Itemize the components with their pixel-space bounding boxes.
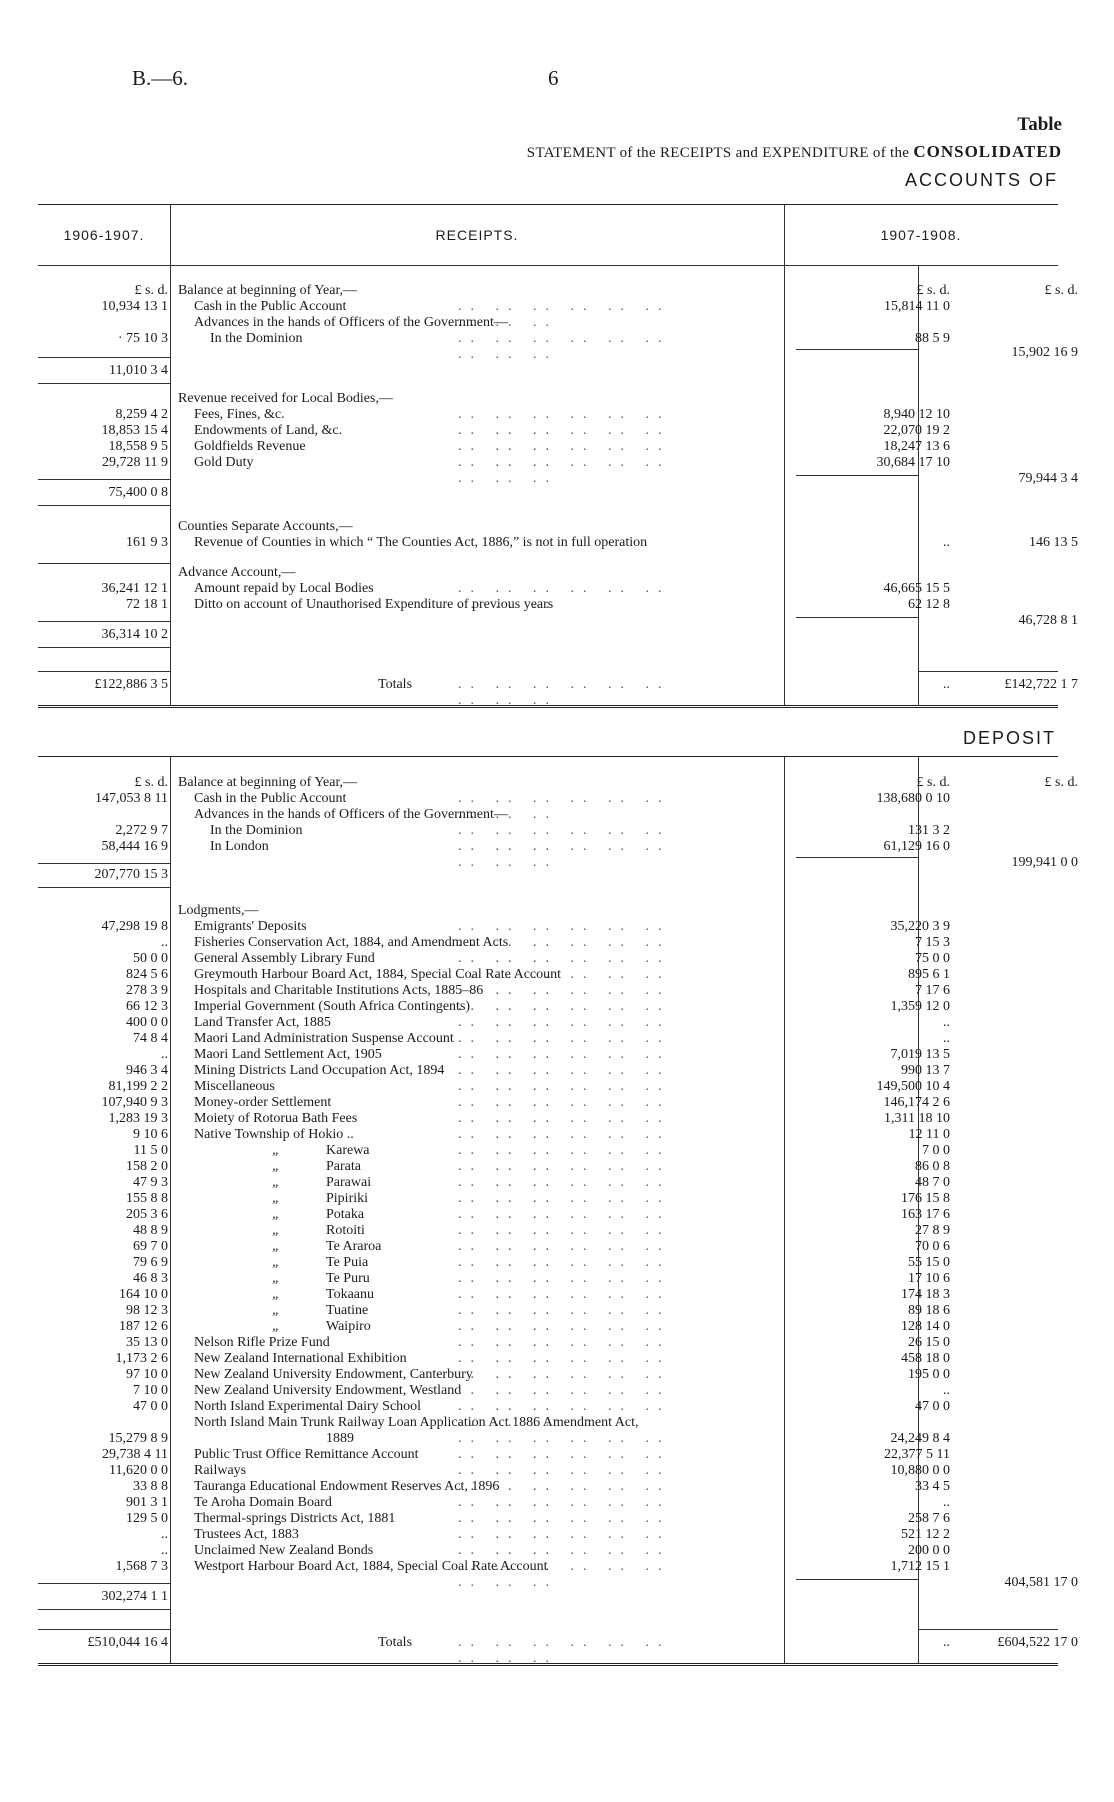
table-row: 7 10 0 New Zealand University Endowment, Westland .. .. .. — [38, 1383, 1058, 1399]
revenue-total-1908: 79,944 3 4 — [1018, 471, 1078, 486]
table-row: 36,241 12 1 Amount repaid by Local Bodies .. .. 46,665 15 5 — [38, 581, 1058, 597]
lodgment-total-1908: 404,581 17 0 — [1004, 1575, 1078, 1590]
page-number: 6 — [548, 66, 559, 90]
table-row: Advances in the hands of Officers of the Government— — [194, 807, 508, 822]
table-row: Lodgments,— — [178, 903, 259, 918]
deposit-accounts-table — [38, 756, 1078, 1666]
table-row: 35 13 0 Nelson Rifle Prize Fund .. .. 26 15 0 — [38, 1335, 1058, 1351]
table-row: 302,274 1 1 — [101, 1589, 168, 1604]
table-row: 278 3 9 Hospitals and Charitable Institutions Acts, 1885–86 .. .. 7 17 6 — [38, 983, 1058, 999]
table-row: 75,400 0 8 — [108, 485, 168, 500]
table-row: 79 6 9 „ Te Puia .. .. 55 15 0 — [38, 1255, 1058, 1271]
deposit-balance-total-1908: 199,941 0 0 — [1011, 855, 1078, 870]
table-row: .. Trustees Act, 1883 .. .. 521 12 2 — [38, 1527, 1058, 1543]
table-label: Table — [1017, 114, 1062, 135]
table-row: Advance Account,— — [178, 565, 296, 580]
balance-total-1908: 15,902 16 9 — [1011, 345, 1078, 360]
table-row: 74 8 4 Maori Land Administration Suspense Account .. .. .. — [38, 1031, 1058, 1047]
deposit-heading: DEPOSIT — [962, 728, 1056, 748]
table-row: 47 0 0 North Island Experimental Dairy School .. .. 47 0 0 — [38, 1399, 1058, 1415]
ditto-mark: „ — [272, 1303, 280, 1318]
table-row: 155 8 8 „ Pipiriki .. .. 176 15 8 — [38, 1191, 1058, 1207]
table-row: £ s. d. Balance at beginning of Year,— £ s. d. £ s. d. — [134, 283, 1078, 298]
table-row: 158 2 0 „ Parata .. .. 86 0 8 — [38, 1159, 1058, 1175]
table-row: Revenue received for Local Bodies,— — [178, 391, 393, 406]
table-row: 129 5 0 Thermal-springs Districts Act, 1881 .. .. 258 7 6 — [38, 1511, 1058, 1527]
col-header-1907: 1907-1908. — [784, 205, 1058, 266]
ditto-mark: „ — [272, 1239, 280, 1254]
table-row: 400 0 0 Land Transfer Act, 1885 .. .. .. — [38, 1015, 1058, 1031]
table-row: 15,279 8 9 1889 .. .. 24,249 8 4 — [38, 1431, 1058, 1447]
table-row: 50 0 0 General Assembly Library Fund .. .. 75 0 0 — [38, 951, 1058, 967]
table-row: 9 10 6 Native Township of Hokio .. .. .. 12 11 0 — [38, 1127, 1058, 1143]
table-row: 946 3 4 Mining Districts Land Occupation Act, 1894 .. .. 990 13 7 — [38, 1063, 1058, 1079]
table-row: 161 9 3 Revenue of Counties in which “ The Counties Act, 1886,” is not in full operation .. 146 13 5 — [126, 535, 1078, 550]
ditto-mark: „ — [272, 1319, 280, 1334]
ditto-mark: „ — [272, 1287, 280, 1302]
table-row: 1,568 7 3 Westport Harbour Board Act, 1884, Special Coal Rate Account .. .. 1,712 15 1 — [38, 1559, 1058, 1575]
table-row: 33 8 8 Tauranga Educational Endowment Reserves Act, 1896 .. .. 33 4 5 — [38, 1479, 1058, 1495]
table-row: 11 5 0 „ Karewa .. .. 7 0 0 — [38, 1143, 1058, 1159]
totals-row: £122,886 3 5 Totals .. .. .. £142,722 1 7 — [38, 677, 1058, 693]
ditto-mark: „ — [272, 1143, 280, 1158]
table-row: .. Maori Land Settlement Act, 1905 .. .. 7,019 13 5 — [38, 1047, 1058, 1063]
table-row: 98 12 3 „ Tuatine .. .. 89 18 6 — [38, 1303, 1058, 1319]
table-row: 8,259 4 2 Fees, Fines, &c. .. .. 8,940 12 10 — [38, 407, 1058, 423]
statement-title: STATEMENT of the RECEIPTS and EXPENDITURE of the CONSOLIDATED — [526, 142, 1062, 161]
table-row: 58,444 16 9 In London .. .. 61,129 16 0 — [38, 839, 1058, 855]
advance-total-1908: 46,728 8 1 — [1018, 613, 1078, 628]
table-row: 2,272 9 7 In the Dominion .. .. 131 3 2 — [38, 823, 1058, 839]
table-row: 147,053 8 11 Cash in the Public Account .. .. 138,680 0 10 — [38, 791, 1058, 807]
table-row: North Island Main Trunk Railway Loan Application Act 1886 Amendment Act, — [194, 1415, 639, 1430]
table-row: 46 8 3 „ Te Puru .. .. 17 10 6 — [38, 1271, 1058, 1287]
table-row: 97 10 0 New Zealand University Endowment, Canterbury .. .. 195 0 0 — [38, 1367, 1058, 1383]
table-row: 901 3 1 Te Aroha Domain Board .. .. .. — [38, 1495, 1058, 1511]
table-row: 187 12 6 „ Waipiro .. .. 128 14 0 — [38, 1319, 1058, 1335]
table-row: 72 18 1 Ditto on account of Unauthorised Expenditure of previous years 62 12 8 — [126, 597, 950, 612]
table-row: 29,728 11 9 Gold Duty .. .. 30,684 17 10 — [38, 455, 1058, 471]
table-row: 107,940 9 3 Money-order Settlement .. .. 146,174 2 6 — [38, 1095, 1058, 1111]
col-header-1906: 1906-1907. — [38, 205, 170, 266]
table-row: 205 3 6 „ Potaka .. .. 163 17 6 — [38, 1207, 1058, 1223]
ditto-mark: „ — [272, 1159, 280, 1174]
table-row: 36,314 10 2 — [101, 627, 168, 642]
table-row: 18,558 9 5 Goldfields Revenue .. .. 18,247 13 6 — [38, 439, 1058, 455]
table-row: 29,738 4 11 Public Trust Office Remittance Account .. .. 22,377 5 11 — [38, 1447, 1058, 1463]
table-row: 47 9 3 „ Parawai .. .. 48 7 0 — [38, 1175, 1058, 1191]
table-row: .. Unclaimed New Zealand Bonds .. .. 200 0 0 — [38, 1543, 1058, 1559]
col-header-receipts: RECEIPTS. — [170, 205, 784, 266]
totals-row: £510,044 16 4 Totals .. .. .. £604,522 17 0 — [38, 1635, 1058, 1651]
ditto-mark: „ — [272, 1271, 280, 1286]
document-reference: B.—6. — [132, 66, 189, 90]
table-row: 66 12 3 Imperial Government (South Africa Contingents) .. .. 1,359 12 0 — [38, 999, 1058, 1015]
table-row: 47,298 19 8 Emigrants' Deposits .. .. 35,220 3 9 — [38, 919, 1058, 935]
accounts-of-heading: ACCOUNTS OF — [904, 170, 1058, 190]
consolidated-accounts-table — [38, 204, 1078, 708]
table-row: .. Fisheries Conservation Act, 1884, and Amendment Acts .. .. 7 15 3 — [38, 935, 1058, 951]
table-row: 164 10 0 „ Tokaanu .. .. 174 18 3 — [38, 1287, 1058, 1303]
table-row: · 75 10 3 In the Dominion .. .. 88 5 9 — [38, 331, 1058, 347]
table-row: 1,173 2 6 New Zealand International Exhibition .. .. 458 18 0 — [38, 1351, 1058, 1367]
table-row: Advances in the hands of Officers of the Government— — [194, 315, 508, 330]
ditto-mark: „ — [272, 1223, 280, 1238]
ditto-mark: „ — [272, 1175, 280, 1190]
table-row: 18,853 15 4 Endowments of Land, &c. .. .. 22,070 19 2 — [38, 423, 1058, 439]
ditto-mark: „ — [272, 1207, 280, 1222]
table-row: 11,010 3 4 — [109, 363, 168, 378]
table-row: £ s. d. Balance at beginning of Year,— £ s. d. £ s. d. — [134, 775, 1078, 790]
table-row: 1,283 19 3 Moiety of Rotorua Bath Fees .. .. 1,311 18 10 — [38, 1111, 1058, 1127]
ditto-mark: „ — [272, 1255, 280, 1270]
table-row: 207,770 15 3 — [94, 867, 168, 882]
table-row: 81,199 2 2 Miscellaneous .. .. 149,500 10 4 — [38, 1079, 1058, 1095]
table-row: 824 5 6 Greymouth Harbour Board Act, 1884, Special Coal Rate Account .. .. 895 6 1 — [38, 967, 1058, 983]
table-row: 11,620 0 0 Railways .. .. 10,880 0 0 — [38, 1463, 1058, 1479]
table-row: 69 7 0 „ Te Araroa .. .. 70 0 6 — [38, 1239, 1058, 1255]
ditto-mark: „ — [272, 1191, 280, 1206]
table-row: 10,934 13 1 Cash in the Public Account .. .. 15,814 11 0 — [38, 299, 1058, 315]
table-row: 48 8 9 „ Rotoiti .. .. 27 8 9 — [38, 1223, 1058, 1239]
table-row: Counties Separate Accounts,— — [178, 519, 353, 534]
